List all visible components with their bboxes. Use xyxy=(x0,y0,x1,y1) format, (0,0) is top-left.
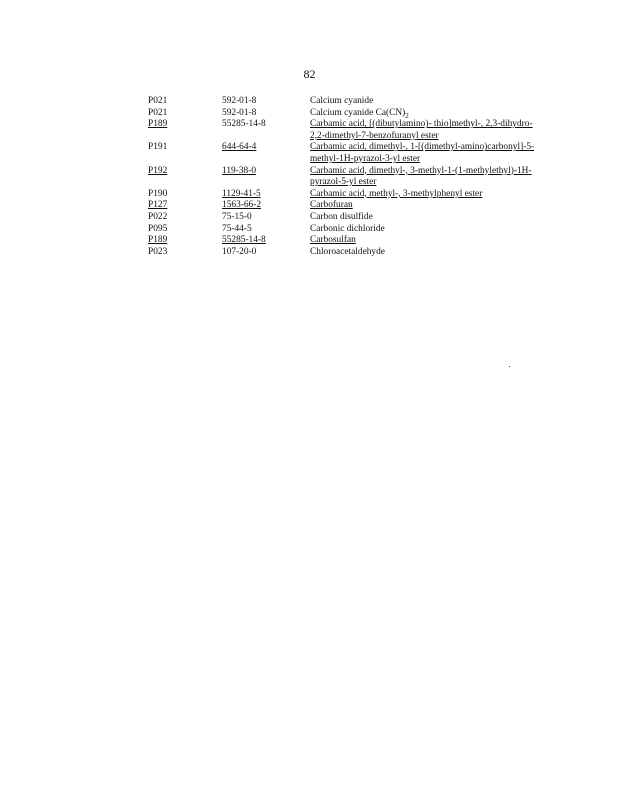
chemical-name-cell xyxy=(310,108,546,120)
chemical-name: Carbamic acid, dimethyl-, 3-methyl-1-(1-methylethyl)-1H-pyrazol-5-yl ester xyxy=(310,165,532,188)
cas-number: 75-44-5 xyxy=(222,223,252,234)
cas-number: 107-20-0 xyxy=(222,246,257,257)
waste-code: P021 xyxy=(148,107,168,118)
chemical-name: Carbonic dichloride xyxy=(310,223,385,234)
waste-code: P021 xyxy=(148,96,168,106)
waste-code: P189 xyxy=(148,119,168,130)
chemical-name-cell xyxy=(310,200,546,212)
waste-code: P190 xyxy=(148,188,168,199)
chemical-name: Carbamic acid, methyl-, 3-methylphenyl ester xyxy=(310,188,483,199)
cas-number: 1563-66-2 xyxy=(222,200,262,211)
formula-subscript: 2 xyxy=(405,111,409,120)
waste-code-cell xyxy=(148,200,222,212)
chemical-name: Calcium cyanide Ca(CN) xyxy=(310,107,406,118)
cas-number-cell xyxy=(222,166,310,178)
waste-code-cell xyxy=(148,166,222,178)
cas-number: 592-01-8 xyxy=(222,107,257,118)
chemical-name-cell xyxy=(310,119,546,142)
cas-number-cell xyxy=(222,189,310,201)
waste-code: P192 xyxy=(148,165,168,176)
hazardous-waste-table xyxy=(148,96,548,258)
table-row xyxy=(148,108,548,120)
chemical-name: Carbosulfan xyxy=(310,235,356,246)
table-row xyxy=(148,96,548,108)
table-row xyxy=(148,119,548,142)
cas-number-cell xyxy=(222,200,310,212)
chemical-name: Carbamic acid, dimethyl-, 1-[(dimethyl-amino)carbonyl]-5-methyl-1H-pyrazol-3-yl ester xyxy=(310,142,535,164)
table-row xyxy=(148,200,548,212)
waste-code: P022 xyxy=(148,211,168,222)
cas-number: 55285-14-8 xyxy=(222,119,266,130)
cas-number: 1129-41-5 xyxy=(222,188,261,199)
waste-code: P127 xyxy=(148,200,168,211)
waste-code: P095 xyxy=(148,223,168,234)
waste-code-cell xyxy=(148,235,222,247)
table-row xyxy=(148,235,548,247)
cas-number: 644-64-4 xyxy=(222,142,257,153)
cas-number: 592-01-8 xyxy=(222,96,257,106)
table-row xyxy=(148,142,548,165)
waste-code: P023 xyxy=(148,246,168,257)
chemical-name: Carbon disulfide xyxy=(310,211,373,222)
page-number: 82 xyxy=(303,67,316,81)
table-row xyxy=(148,189,548,201)
scan-speck xyxy=(509,366,510,367)
table-row xyxy=(148,212,548,224)
chemical-name: Carbofuran xyxy=(310,200,353,211)
chemical-name-cell xyxy=(310,189,546,201)
table-row xyxy=(148,247,548,259)
chemical-name: Chloroacetaldehyde xyxy=(310,246,385,257)
chemical-name: Carbamic acid, [(dibutylamino)- thio]methyl-, 2,3-dihydro-2,2-dimethyl-7-benzofuranyl ester xyxy=(310,119,533,141)
table-row xyxy=(148,224,548,236)
cas-number-cell xyxy=(222,142,310,154)
cas-number: 75-15-0 xyxy=(222,211,252,222)
waste-code: P191 xyxy=(148,142,168,153)
waste-code: P189 xyxy=(148,235,168,246)
table-row xyxy=(148,166,548,189)
chemical-name-cell xyxy=(310,166,546,189)
cas-number: 55285-14-8 xyxy=(222,235,266,246)
chemical-name-cell xyxy=(310,142,546,165)
cas-number-cell xyxy=(222,235,310,247)
cas-number: 119-38-0 xyxy=(222,165,257,176)
chemical-name: Calcium cyanide xyxy=(310,96,374,106)
chemical-name-cell xyxy=(310,235,546,247)
